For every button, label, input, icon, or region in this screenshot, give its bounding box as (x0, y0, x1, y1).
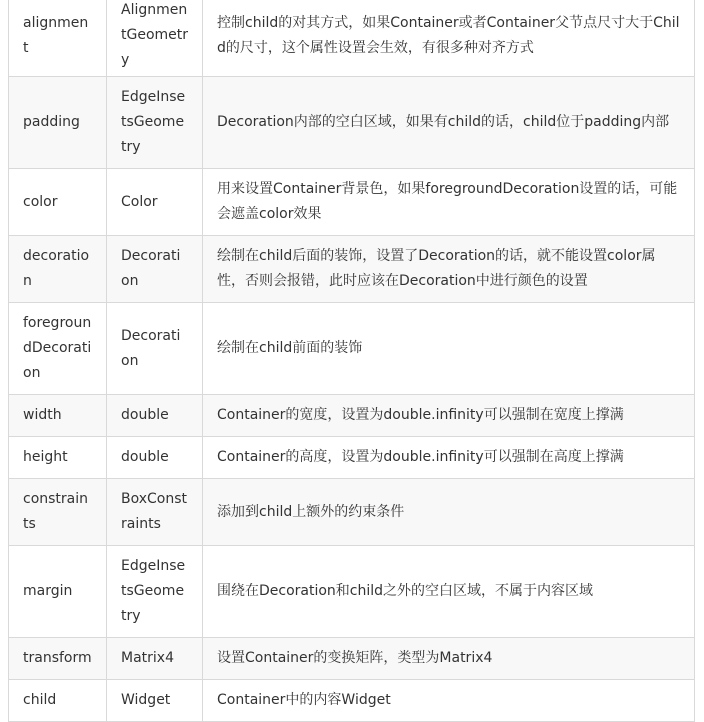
property-description-cell: Container的高度，设置为double.infinity可以强制在高度上撑满 (203, 437, 695, 479)
property-type-cell: Color (107, 169, 203, 236)
table-row (9, 479, 695, 546)
property-name-cell: child (9, 680, 107, 722)
property-description-cell: 设置Container的变换矩阵，类型为Matrix4 (203, 638, 695, 680)
property-type-cell: double (107, 437, 203, 479)
property-name-cell: alignment (9, 0, 107, 77)
property-description-cell: 绘制在child前面的装饰 (203, 303, 695, 395)
table-row (9, 169, 695, 236)
property-type-cell: EdgeInsetsGeometry (107, 77, 203, 169)
property-name-cell: width (9, 395, 107, 437)
property-type-cell: AlignmentGeometry (107, 0, 203, 77)
property-description-cell: 用来设置Container背景色，如果foregroundDecoration设置的话，可能会遮盖color效果 (203, 169, 695, 236)
property-type-cell: Decoration (107, 236, 203, 303)
property-type-cell: double (107, 395, 203, 437)
property-name-cell: foregroundDecoration (9, 303, 107, 395)
property-type-cell: BoxConstraints (107, 479, 203, 546)
property-name-cell: padding (9, 77, 107, 169)
property-name-cell: constraints (9, 479, 107, 546)
table-row (9, 303, 695, 395)
property-description-cell: 添加到child上额外的约束条件 (203, 479, 695, 546)
table-row (9, 0, 695, 77)
property-description-cell: 控制child的对其方式，如果Container或者Container父节点尺寸大于Child的尺寸，这个属性设置会生效，有很多种对齐方式 (203, 0, 695, 77)
property-name-cell: height (9, 437, 107, 479)
property-type-cell: Widget (107, 680, 203, 722)
property-name-cell: color (9, 169, 107, 236)
table-row (9, 77, 695, 169)
property-name-cell: transform (9, 638, 107, 680)
property-name-cell: decoration (9, 236, 107, 303)
property-type-cell: Decoration (107, 303, 203, 395)
property-name-cell: margin (9, 546, 107, 638)
table-row (9, 437, 695, 479)
property-type-cell: Matrix4 (107, 638, 203, 680)
table-row (9, 236, 695, 303)
property-description-cell: Container中的内容Widget (203, 680, 695, 722)
property-description-cell: Decoration内部的空白区域，如果有child的话，child位于padding内部 (203, 77, 695, 169)
property-description-cell: Container的宽度，设置为double.infinity可以强制在宽度上撑满 (203, 395, 695, 437)
property-description-cell: 绘制在child后面的装饰，设置了Decoration的话，就不能设置color属性，否则会报错，此时应该在Decoration中进行颜色的设置 (203, 236, 695, 303)
property-description-cell: 围绕在Decoration和child之外的空白区域，不属于内容区域 (203, 546, 695, 638)
table-row (9, 395, 695, 437)
table-row (9, 546, 695, 638)
properties-table (8, 0, 695, 722)
property-type-cell: EdgeInsetsGeometry (107, 546, 203, 638)
table-row (9, 638, 695, 680)
table-row (9, 680, 695, 722)
